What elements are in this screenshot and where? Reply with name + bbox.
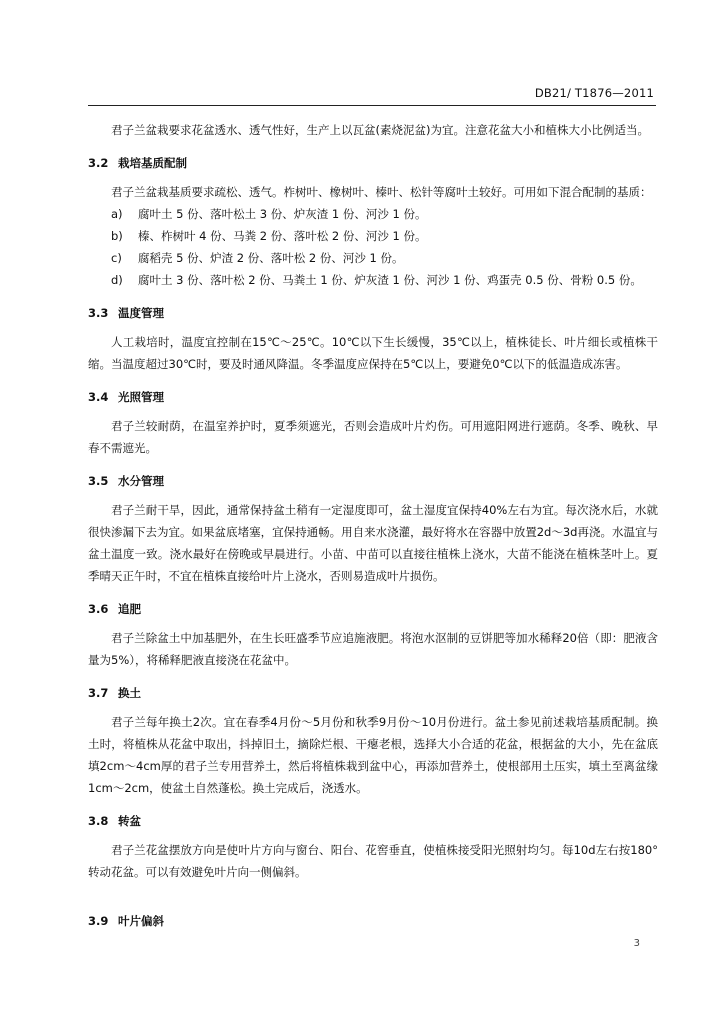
list-marker: a) <box>111 207 123 221</box>
page-number: 3 <box>633 938 640 949</box>
section-heading-3-3 <box>88 302 658 324</box>
page-content <box>88 119 658 939</box>
list-item <box>88 203 658 225</box>
section-number: 3.7 <box>88 686 109 700</box>
section-title: 换土 <box>118 686 141 700</box>
list-item <box>88 247 658 269</box>
section-number: 3.6 <box>88 602 109 616</box>
section-title: 光照管理 <box>118 390 164 404</box>
standard-code-header: DB21/ T1876—2011 <box>534 86 654 100</box>
section-heading-3-5 <box>88 470 658 492</box>
section-body-3-6: 君子兰除盆土中加基肥外，在生长旺盛季节应追施液肥。将泡水沤制的豆饼肥等加水稀释20倍（即：肥液含量为5%），将稀释肥液直接浇在花盆中。 <box>88 631 658 667</box>
list-item-text: 腐稻壳 5 份、炉渣 2 份、落叶松 2 份、河沙 1 份。 <box>138 251 404 265</box>
section-title: 栽培基质配制 <box>118 156 187 170</box>
list-marker: c) <box>111 251 122 265</box>
section-number: 3.9 <box>88 914 109 928</box>
list-item <box>88 269 658 291</box>
section-number: 3.5 <box>88 474 109 488</box>
intro-paragraph: 君子兰盆栽要求花盆透水、透气性好，生产上以瓦盆(素烧泥盆)为宜。注意花盆大小和植株大小比例适当。 <box>111 123 649 137</box>
section-heading-3-2 <box>88 152 658 174</box>
section-body-3-8: 君子兰花盆摆放方向是使叶片方向与窗台、阳台、花窖垂直，使植株接受阳光照射均匀。每10d左右按180° 转动花盆。可以有效避免叶片向一侧偏斜。 <box>88 843 658 879</box>
section-heading-3-8 <box>88 810 658 832</box>
section-title: 温度管理 <box>118 306 164 320</box>
section-body-3-7: 君子兰每年换土2次。宜在春季4月份～5月份和秋季9月份～10月份进行。盆土参见前述栽培基质配制。换土时，将植株从花盆中取出，抖掉旧土，摘除烂根、干瘪老根，选择大小合适的花盆，根据盆的大小，先在盆底填2cm～4cm厚的君子兰专用营养土，然后将植株栽到盆中心，再添加营养土，使根部用土压实，填土至离盆缘1cm～2cm，使盆土自然蓬松。换土完成后，浇透水。 <box>88 715 658 795</box>
section-number: 3.8 <box>88 814 109 828</box>
section-title: 叶片偏斜 <box>118 914 164 928</box>
section-number: 3.3 <box>88 306 109 320</box>
section-body-3-4: 君子兰较耐荫，在温室养护时，夏季须遮光，否则会造成叶片灼伤。可用遮阳网进行遮荫。冬季、晚秋、早春不需遮光。 <box>88 419 658 455</box>
list-item-text: 腐叶土 5 份、落叶松土 3 份、炉灰渣 1 份、河沙 1 份。 <box>138 207 427 221</box>
section-body-3-5: 君子兰耐干旱，因此，通常保持盆土稍有一定湿度即可，盆土湿度宜保持40%左右为宜。每次浇水后，水就很快渗漏下去为宜。如果盆底堵塞，宜保持通畅。用自来水浇灌，最好将水在容器中放置2d～3d再浇。水温宜与盆土温度一致。浇水最好在傍晚或早晨进行。小苗、中苗可以直接往植株上浇水，大苗不能浇在植株茎叶上。夏季晴天正午时，不宜在植株直接给叶片上浇水，否则易造成叶片损伤。 <box>88 503 658 583</box>
section-heading-3-6 <box>88 598 658 620</box>
section-number: 3.4 <box>88 390 109 404</box>
list-marker: d) <box>111 273 123 287</box>
section-body-3-2: 君子兰盆栽基质要求疏松、透气。柞树叶、橡树叶、榛叶、松针等腐叶土较好。可用如下混合配制的基质： <box>111 185 652 199</box>
list-item-text: 腐叶土 3 份、落叶松 2 份、马粪土 1 份、炉灰渣 1 份、河沙 1 份、鸡蛋壳 0.5 份、骨粉 0.5 份。 <box>138 273 642 287</box>
section-heading-3-7 <box>88 682 658 704</box>
section-heading-3-4 <box>88 386 658 408</box>
section-title: 转盆 <box>118 814 141 828</box>
list-item-text: 榛、柞树叶 4 份、马粪 2 份、落叶松 2 份、河沙 1 份。 <box>138 229 427 243</box>
section-title: 水分管理 <box>118 474 164 488</box>
section-body-3-3: 人工栽培时，温度宜控制在15℃～25℃。10℃以下生长缓慢，35℃以上，植株徒长、叶片细长或植株干缩。当温度超过30℃时，要及时通风降温。冬季温度应保持在5℃以上，要避免0℃以下的低温造成冻害。 <box>88 335 658 371</box>
section-title: 追肥 <box>118 602 141 616</box>
section-number: 3.2 <box>88 156 109 170</box>
substrate-recipe-list <box>88 203 658 291</box>
header-divider <box>88 105 656 106</box>
list-item <box>88 225 658 247</box>
list-marker: b) <box>111 229 123 243</box>
section-heading-3-9 <box>88 910 658 932</box>
